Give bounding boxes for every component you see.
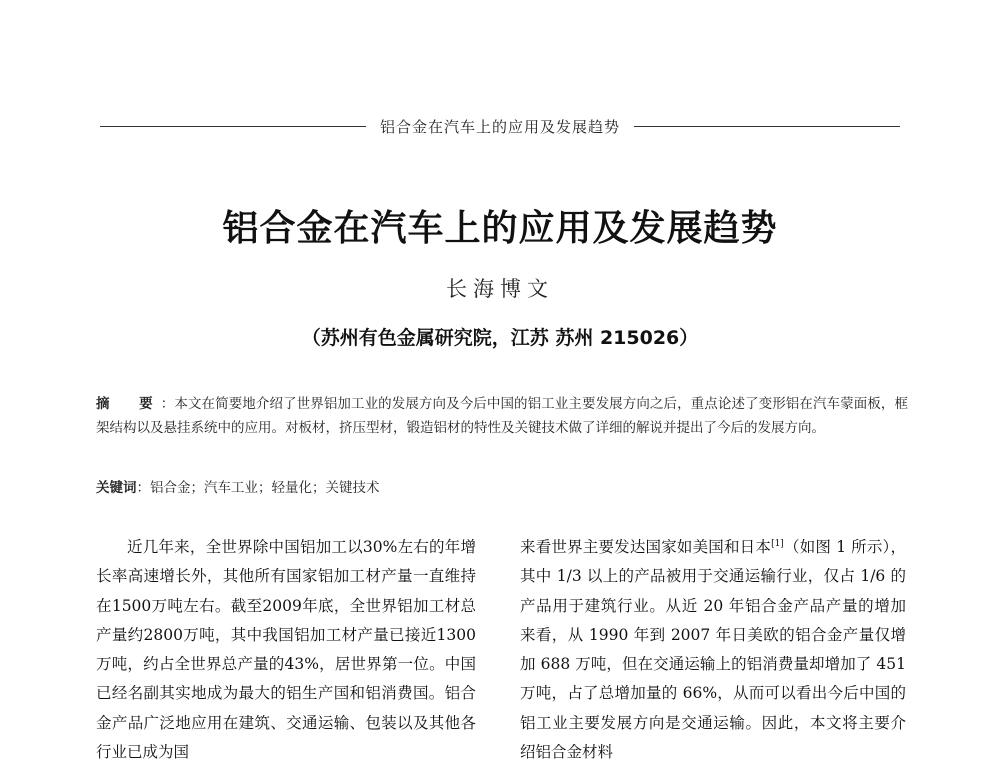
keywords-text: ：铝合金；汽车工业；轻量化；关键技术 bbox=[136, 480, 380, 496]
body-paragraph-continued bbox=[520, 533, 906, 767]
body-text-b: （如图 1 所示），其中 1/3 以上的产品被用于交通运输行业，仅占 1/6 的产品用于建筑行业。从近 20 年铝合金产品产量的增加来看，从 1990 年到 2007 年日美欧的铝合金产量仅增加 688 万吨，但在交通运输上的铝消费量却增加了 451 万吨，占了总增加量的 66%，从而可以看出今后中国的铝工业主要发展方向是交通运输。因此，本文将主要介绍铝合金材料 bbox=[520, 538, 906, 762]
keywords bbox=[96, 476, 908, 500]
keywords-label: 关键词 bbox=[96, 480, 137, 496]
affiliation: （苏州有色金属研究院，江苏 苏州 215026） bbox=[301, 327, 699, 349]
header-rule-right bbox=[634, 126, 900, 127]
header-rule-left bbox=[100, 126, 366, 127]
body-text-a: 来看世界主要发达国家如美国和日本 bbox=[520, 538, 772, 556]
abstract-label: 摘 要 bbox=[96, 396, 161, 412]
running-header-text: 铝合金在汽车上的应用及发展趋势 bbox=[380, 117, 621, 136]
body-paragraph: 近几年来，全世界除中国铝加工以30%左右的年增长率高速增长外，其他所有国家铝加工材产量一直维持在1500万吨左右。截至2009年底，全世界铝加工材总产量约2800万吨，其中我国铝加工材产量已接近1300万吨，约占全世界总产量的43%，居世界第一位。中国已经名副其实地成为最大的铝生产国和铝消费国。铝合金产品广泛地应用在建筑、交通运输、包装以及其他各行业已成为国 bbox=[96, 538, 476, 762]
running-header bbox=[100, 114, 900, 138]
abstract-text: ：本文在简要地介绍了世界铝加工业的发展方向及今后中国的铝工业主要发展方向之后，重点论述了变形铝在汽车蒙面板，框架结构以及悬挂系统中的应用。对板材，挤压型材，锻造铝材的特性及关键技术做了详细的解说并提出了今后的发展方向。 bbox=[96, 396, 909, 436]
citation-ref: [1] bbox=[771, 538, 784, 549]
abstract bbox=[96, 392, 908, 440]
body-column-left bbox=[96, 533, 476, 767]
article-title: 铝合金在汽车上的应用及发展趋势 bbox=[222, 208, 778, 249]
body-column-right bbox=[520, 533, 906, 767]
author: 长海博文 bbox=[446, 277, 554, 301]
